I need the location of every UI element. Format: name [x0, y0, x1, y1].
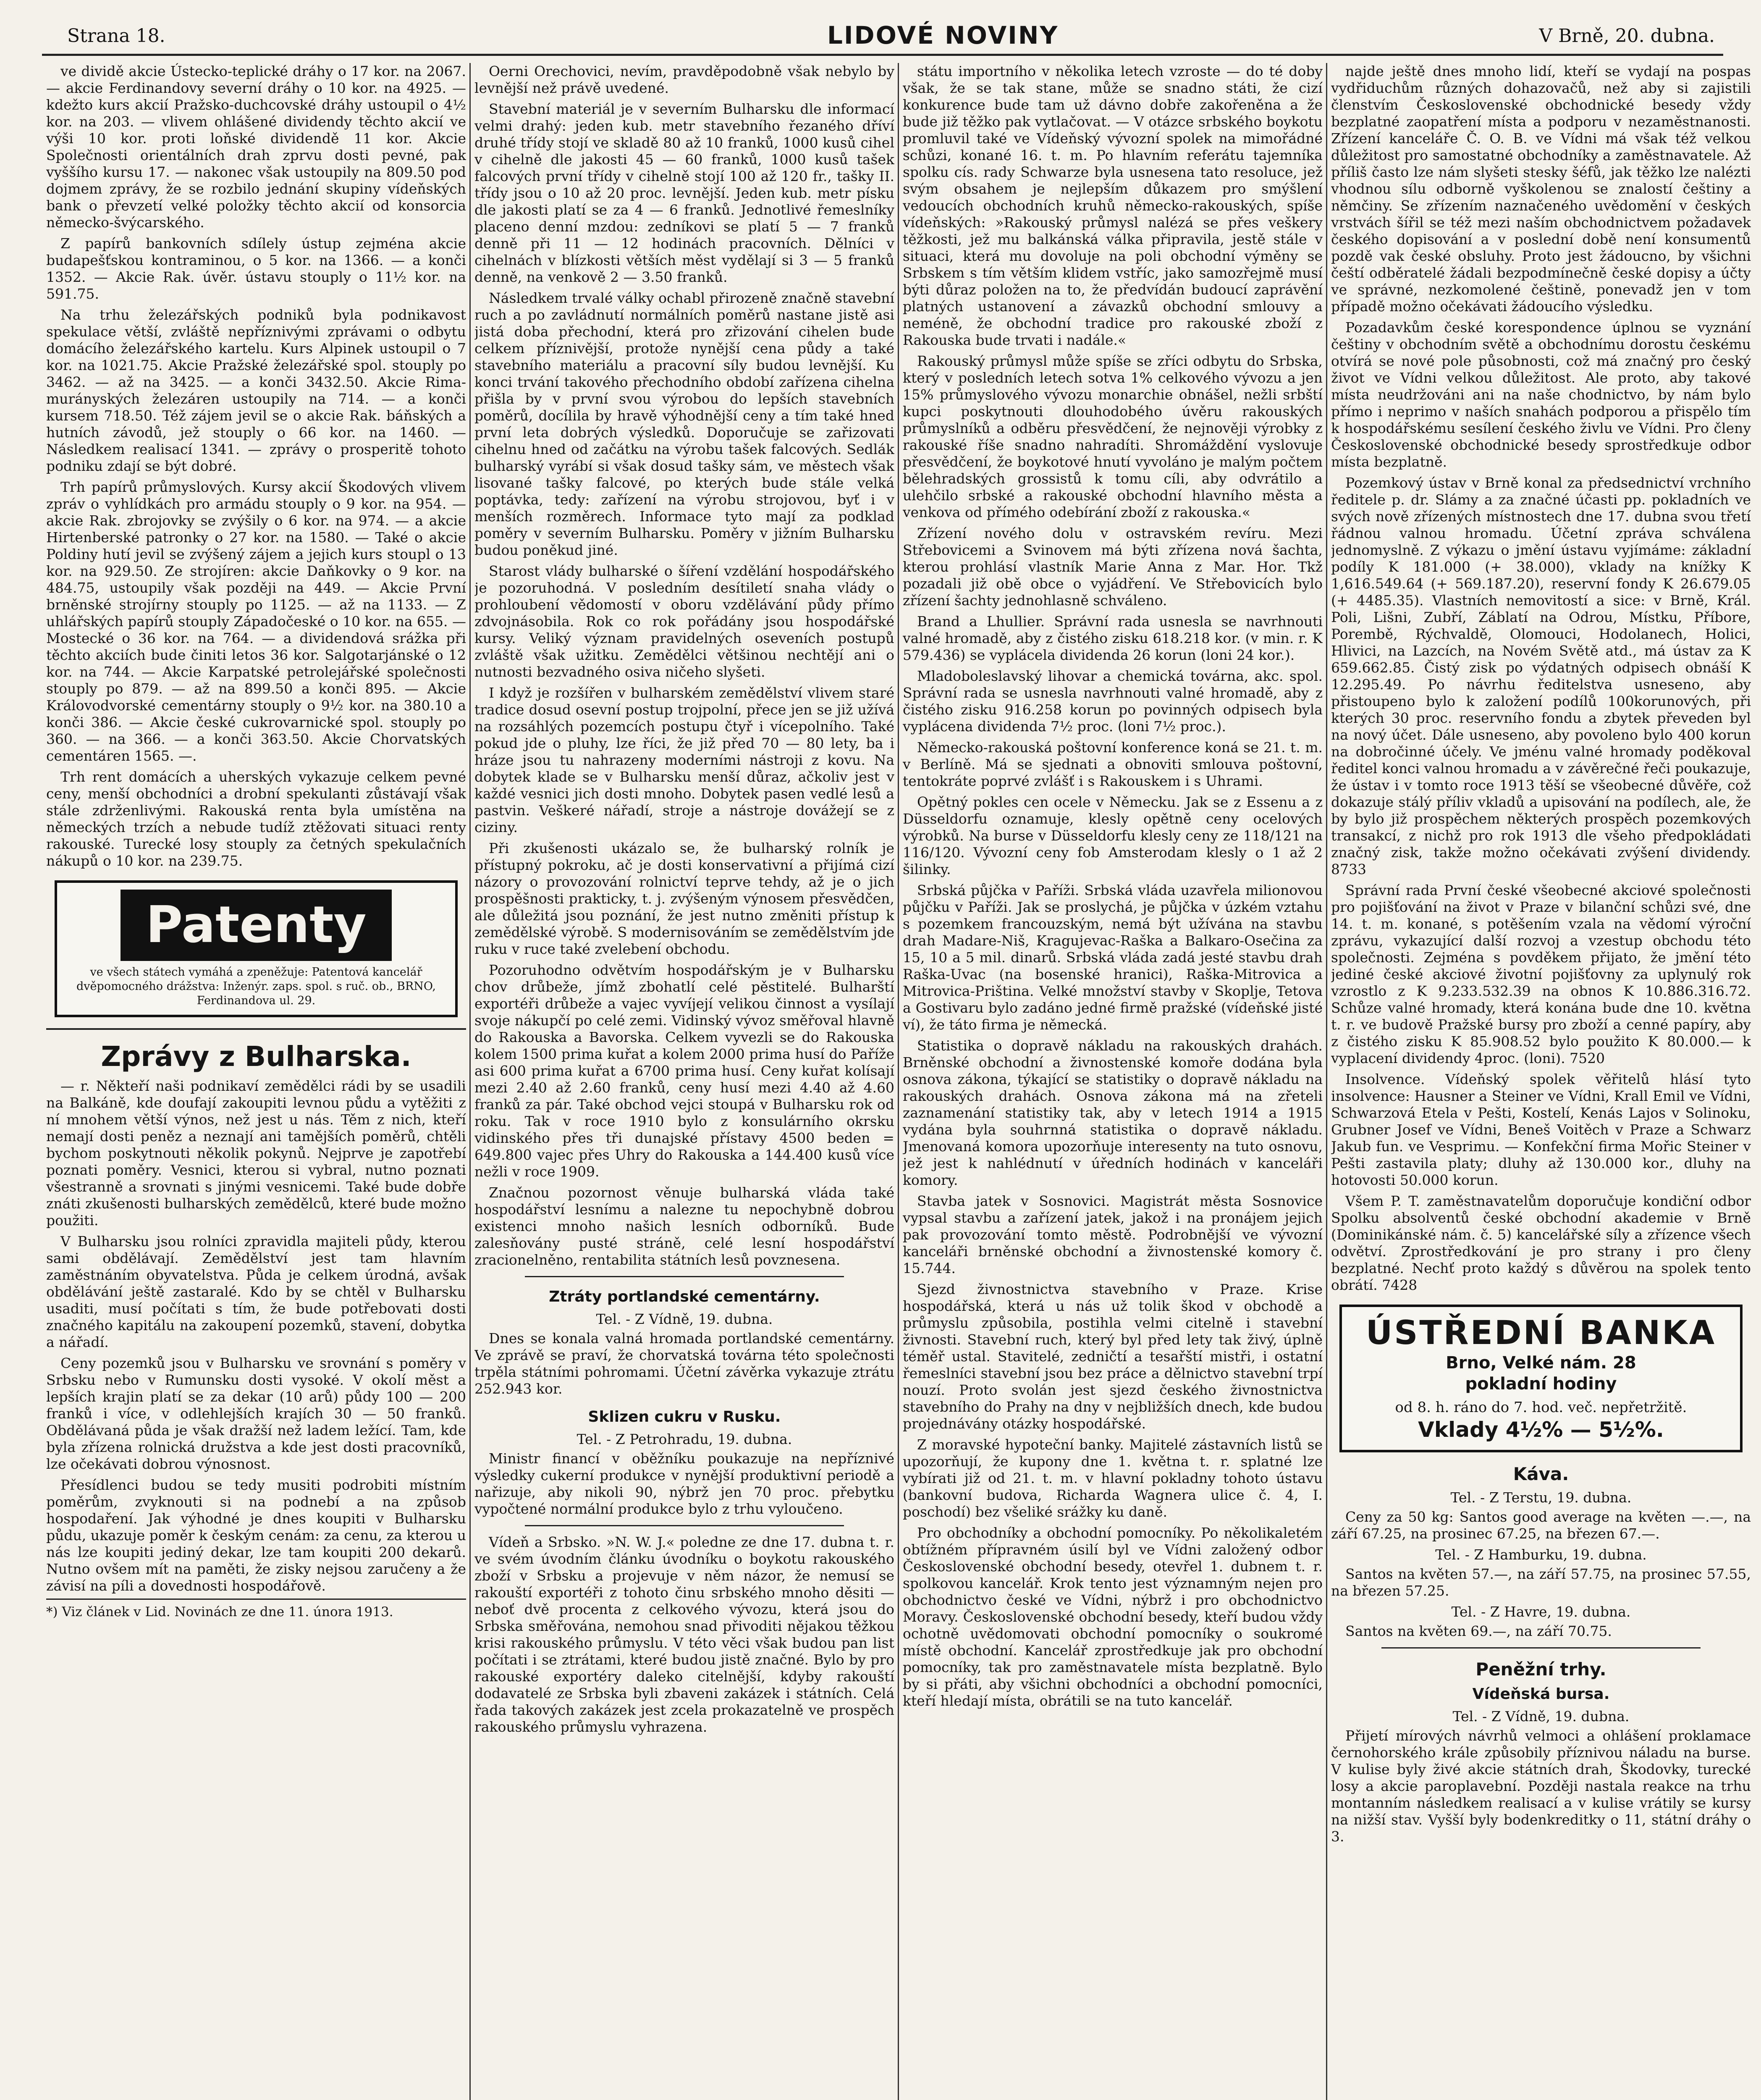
- masthead: LIDOVÉ NOVINY: [827, 21, 1059, 50]
- article-paragraph: Značnou pozornost věnuje bulharská vláda také hospodářství lesnímu a nalezne tu nepochybně dobrou existenci mnoho našich lesních odborníků. Bude zalesňovány pusté stráně, celé lesní hospodářství zracionelněno, rentabilita státních lesů povznesena.: [474, 1184, 894, 1268]
- column-4: [1331, 63, 1751, 2100]
- article-paragraph: Pozemkový ústav v Brně konal za předsednictví vrchního ředitele p. dr. Slámy a za značné účasti pp. pokladních ve svých nově zřízených místnostech dne 17. dubna svou třetí řádnou valnou hromadu. Účetní zpráva schválena jednomyslně. Z výkazu o jmění ústavu vyjímáme: základní podíly K 181.000 (+ 38.000), vklady na knížky K 1,616.549.64 (+ 569.187.20), reservní fondy K 26.679.05 (+ 4485.35). Vlastních nemovitostí a sice: v Brně, Král. Poli, Lišni, Zubří, Záblatí na Odrou, Místku, Příbore, Porembě, Rýchvaldě, Olomouci, Hodolanech, Holici, Hlivici, na Lazcích, na Novém Světě atd., má ústav za K 659.662.85. Čistý zisk po výdatných odpisech obnáší K 12.295.49. Po návrhu ředitelstva usneseno, aby přistoupeno bylo k založení podílů 100korunových, při kterých 30 proc. reservního fondu a zbytek převeden byl na nový účet. Dále usneseno, aby povoleno bylo 400 korun na dobročinné účely. Ve jménu valné hromady poděkoval ředitel konci valnou hromadu a v závěrečné řeči poukazuje, že ústav i v tomto roce 1913 těší se všeobecné důvěře, což dokazuje stálý příliv vkladů a upisování na podílech, ale, že by bylo již prospěchem některých prospěch pozemkových transakcí, z nichž pro rok 1913 dle všeho předpokládati značný zisk, takže možno očekávati zvýšení dividendy. 8733: [1331, 475, 1751, 877]
- issue-date: V Brně, 20. dubna.: [1539, 25, 1715, 47]
- footnote: *) Viz článek v Lid. Novinách ze dne 11. února 1913.: [46, 1599, 466, 1620]
- column-1: [46, 63, 466, 2100]
- article-paragraph: I když je rozšířen v bulharském zemědělství vlivem staré tradice dosud osevní postup trojpolní, přece jen se již užívá na rozsáhlých pozemcích postupu čtyř i vícepolního. Také pokud jde o pluhy, lze říci, že již před 70 — 80 lety, ba i hráze jsou tu nahrazeny moderními nástroji z kovu. Na dobytek klade se v Bulharsku menší důraz, ačkoliv jest v každé vesnici jich dosti mnoho. Dobytek pasen vedlé lesů a pastvin. Veškeré nářadí, stroje a nástroje dovážejí se z ciziny.: [474, 685, 894, 835]
- article-paragraph: Sjezd živnostnictva stavebního v Praze. Krise hospodářská, která u nás už tolik škod v obchodě a průmyslu způsobila, postihla velmi citelně i stavební živnosti. Stavební ruch, který byl před lety tak živý, úplně téměř ustal. Stavitelé, zedničtí a tesařští mistři, i ostatní řemeslníci stavební jsou bez práce a dělnictvo stavební trpí nouzí. Proto svolán jest sjezd českého živnostnictva stavebního do Prahy na dny v nejbližších dnech, kde budou projednávány otázky hospodářské.: [903, 1281, 1323, 1432]
- bank-name: ÚSTŘEDNÍ BANKA: [1365, 1314, 1716, 1352]
- bank-hours: od 8. h. ráno do 7. hod. več. nepřetržitě.: [1395, 1399, 1687, 1416]
- header-rule: [42, 54, 1723, 56]
- news-text: Dnes se konala valná hromada portlandské cementárny. Ve zprávě se praví, že chorvatská továrna této společnosti trpěla státními pohromami. Účetní závěrka vykazuje ztrátu 252.943 kor.: [474, 1330, 894, 1397]
- news-dateline: Tel. - Z Vídně, 19. dubna.: [596, 1311, 773, 1327]
- article-paragraph: Přesídlenci budou se tedy musiti podrobiti místním poměrům, zvyknouti si na podnebí a na způsob hospodaření. Jak výhodné je dnes koupiti v Bulharsku půdu, ukazuje poměr k českým cenám: za cenu, za kterou u nás lze koupiti jediný dekar, lze tam koupiti 200 dekarů. Nutno ovšem mít na paměti, že zisky nejsou zaručeny a že závisí na píli a dovednosti hospodářově.: [46, 1477, 466, 1594]
- article-paragraph: najde ještě dnes mnoho lidí, kteří se vydají na pospas vydřiduchům různých dohazovačů, než aby si zajistili členstvím Československé obchodnické besedy vždy bezplatné zaopatření místa a podporu v nezaměstnanosti. Zřízení kanceláře Č. O. B. ve Vídni má však též velkou důležitost pro samostatné obchodníky a zaměstnavatele. Až příliš často lze nám slyšeti stesky šéfů, jak těžko lze nalézti vhodnou sílu odborně vyškolenou se znalostí češtiny a němčiny. Se zřízením naznačeného uvědomění v českých vrstvách šířil se též mezi naším obchodnictvem požadavek českého dopisování a v poslední době není konsumentů pozdě vak české obsluhy. Proto jest žádoucno, by všichni čeští odběratelé žádali bezpodmínečně české dopisy a účty ve správné, nezkomolené češtině, ponevadž jen v tom případě možno očekávati žádoucího výsledku.: [1331, 63, 1751, 315]
- article-paragraph: Starost vlády bulharské o šíření vzdělání hospodářského je pozoruhodná. V posledním desítiletí snaha vlády o prohloubení vědomostí v oboru vzdělávání půdy přímo zdvojnásobila. Rok co rok pořádány jsou hospodářské kursy. Veliký význam pravidelných oseveních postupů zvláště však užitku. Zemědělci většinou nechtějí ani o nutnosti bezvadného osiva ničeho slyšeti.: [474, 563, 894, 680]
- section-rule: [525, 1525, 844, 1526]
- news-dateline: Tel. - Z Petrohradu, 19. dubna.: [577, 1431, 792, 1447]
- article-paragraph: Stavba jatek v Sosnovici. Magistrát města Sosnovice vypsal stavbu a zařízení jatek, jakož i na pronájem jejich pak provozování tomto městě. Podrobnější ve vývozní kanceláři brněnské obchodní a živnostenské komory č. 15.744.: [903, 1193, 1323, 1276]
- column-3: [903, 63, 1323, 2100]
- article-paragraph: Mladoboleslavský lihovar a chemická továrna, akc. spol. Správní rada se usnesla navrhnouti valné hromadě, aby z čistého zisku 916.258 korun po povinných odpisech byla vyplácena dividenda 7½ proc. (loni 7½ proc.).: [903, 668, 1323, 735]
- section-rule: [46, 1028, 466, 1030]
- article-paragraph: Rakouský průmysl může spíše se zříci odbytu do Srbska, který v posledních letech sotva 1% celkového vývozu a jen 15% průmyslového vývozu monarchie obnášel, nežli srbští kupci poskytnouti dlouhodobého úvěru rakouských průmyslníků a odběru přesvědčení, že nejnověji výrobky z rakouské říše snadno nahradíti. Shromáždění vyslovuje přesvědčení, že boykotové hnutí vyvoláno je malým počtem bělehradských grossistů k tomu cíli, aby odvrátilo a ulehčilo srbské a rakouské obchodní hlavního města a venkova od přímého odebírání zboží z rakouska.«: [903, 353, 1323, 520]
- article-paragraph: Všem P. T. zaměstnavatelům doporučuje kondiční odbor Spolku absolventů české obchodní akademie v Brně (Dominikánské nám. č. 5) kancelářské síly a zřízence všech odvětví. Zprostředkování je pro strany i pro členy bezplatné. Nechť proto každý s důvěrou na spolek tento obrátí. 7428: [1331, 1193, 1751, 1293]
- news-dateline: Tel. - Z Hamburku, 19. dubna.: [1435, 1546, 1647, 1563]
- column-2: [474, 63, 894, 2100]
- article-paragraph: Pozoruhodno odvětvím hospodářským je v Bulharsku chov drůbeže, jímž zbohatlí celé pěstitelé. Bulharští exportéři drůbeže a vajec vyvíjejí velikou činnost a vysílají svoje nákupčí po celé zemi. Vidinský vývoz směřoval hlavně do Rakouska a Bavorska. Celkem vyvezli se do Rakouska kolem 1500 prima kuřat a kolem 2000 prima husí do Paříže asi 600 prima kuřat a 6700 prima husí. Ceny kuřat kolísají mezi 2.40 až 2.60 franků, ceny husí mezi 4.40 až 4.60 franků za pár. Také obchod vejci stoupá v Bulharsku rok od roku. Tak v roce 1910 bylo z konsulárního okrsku vidinského přes tři dunajské přístavy 4500 beden = 649.800 vajec přes Uhry do Rakouska a 144.400 kusů více nežli v roce 1909.: [474, 962, 894, 1180]
- article-paragraph: Brand a Lhullier. Správní rada usnesla se navrhnouti valné hromadě, aby z čistého zisku 618.218 kor. (v min. r. K 579.436) se vyplácela dividenda 26 korun (loni 24 kor.).: [903, 613, 1323, 663]
- article-paragraph: Stavební materiál je v severním Bulharsku dle informací velmi drahý: jeden kub. metr stavebního řezaného dříví druhé třídy stojí ve skladě 80 až 10 franků, 1000 kusů cihel v cihelně dle jakosti 45 — 60 franků, 1000 kusů tašek falcových první třídy v cihelně stojí 100 až 120 fr., tašky II. třídy jsou o 10 až 20 proc. levnější. Jeden kub. metr písku dle jakosti platí se za 4 — 6 franků. Jednotlivé řemeslníky placeno denní mzdou: zedníkovi se platí 5 — 7 franků denně při 11 — 12 hodinách pracovních. Dělníci v cihelnách v blízkosti větších měst vydělají si 3 — 5 franků denně, na venkově 2 — 3.50 franků.: [474, 101, 894, 285]
- market-text: Santos na květen 57.—, na září 57.75, na prosinec 57.55, na březen 57.25.: [1331, 1566, 1751, 1599]
- bank-address: Brno, Velké nám. 28: [1446, 1353, 1636, 1373]
- article-paragraph: Na trhu železářských podniků byla podnikavost spekulace větší, zvláště nepříznivými zprávami o odbytu domácího železářského kartelu. Kurs Alpinek ustoupil o 7 kor. na 1021.75. Akcie Pražské železářské spol. stouply po 3462. — až na 3425. — a konči 3432.50. Akcie Rima-murányských železáren ustoupily na 714. — a konči kursem 718.50. Též zájem jevil se o akcie Rak. báňských a hutních závodů, jež stouply o 66 kor. na 1460. — Následkem realisací 1341. — zprávy o prosperitě tohoto podniku zdají se být dobré.: [46, 307, 466, 474]
- section-rule: [525, 1276, 844, 1277]
- section-heading: Peněžní trhy.: [1475, 1659, 1606, 1680]
- section-heading: Zprávy z Bulharska.: [101, 1040, 411, 1073]
- article-paragraph: Z papírů bankovních sdílely ústup zejména akcie budapešťskou kontraminou, o 5 kor. na 1366. — a konči 1352. — Akcie Rak. úvěr. ústavu stouply o 11½ kor. na 591.75.: [46, 235, 466, 302]
- patenty-text: ve všech státech vymáhá a zpeněžuje: Patentová kancelář dvěpomocného drážstva: Inženýr. zaps. spol. s ruč. ob., BRNO, Ferdinandova ul. 29.: [76, 966, 436, 1007]
- article-paragraph: Insolvence. Vídeňský spolek věřitelů hlásí tyto insolvence: Hausner a Steiner ve Vídni, Krall Emil ve Vídni, Schwarzová Etela v Pešti, Kostelí, Kenás Lajos v Solinoku, Grubner Josef ve Vídni, Beneš Voitěch v Praze a Schwarz Jakub fun. ve Vesprimu. — Konfekční firma Mořic Steiner v Pešti zastavila platy; dluhy až 130.000 kor., dluhy na hotovosti 50.000 korun.: [1331, 1071, 1751, 1188]
- market-text: Přijetí mírových návrhů velmoci a ohlášení proklamace černohorského krále způsobily příznivou náladu na burse. V kulise byly živé akcie státních drah, Škodovky, turecké losy a akcie paroplavební. Později nastala reakce na trhu montanním následkem realisací a v kulise vrátily se kursy na nižší stav. Vyšší byly bodenkreditky o 11, státní dráhy o 3.: [1331, 1727, 1751, 1845]
- column-divider: [1326, 63, 1327, 2100]
- article-paragraph: — r. Někteří naši podnikaví zemědělci rádi by se usadili na Balkáně, kde doufají zakoupiti levnou půdu a vytěžiti z ní mnohem větší výnos, než jest u nás. Těm z nich, kteří nemají dosti peněz a neznají ani tamějších poměrů, chtěli bychom poskytnouti několik pokynů. Nejprve je zapotřebí poznati poměry. Vesnici, kterou si vybral, nutno poznati všestranně a srovnati s jinými vesnicemi. Také bude dobře znáti zkušenosti bulharských zemědělců, které bude možno použiti.: [46, 1078, 466, 1228]
- market-text: Santos na květen 69.—, na září 70.75.: [1345, 1623, 1612, 1639]
- article-paragraph: Při zkušenosti ukázalo se, že bulharský rolník je přístupný pokroku, ač je dosti konservativní a přijímá cizí názory o provozování rolnictví teprve tehdy, až je o jich prospěšnosti prakticky, t. j. zvýšeným výnosem přesvědčen, ale důležitá jsou poznání, že jest nutno změniti přístup k zemědělské výrobě. S modernisováním se zemědělstvím jde ruku v ruce také zvelebení obchodu.: [474, 840, 894, 957]
- column-divider: [469, 63, 471, 2100]
- article-paragraph: Oerni Orechovici, nevím, pravděpodobně však nebylo by levnější než právě uvedené.: [474, 63, 894, 96]
- article-paragraph: Z moravské hypoteční banky. Majitelé zástavních listů se upozorňují, že kupony dne 1. května t. r. splatné lze vybírati již od 21. t. m. v hlavní pokladny tohoto ústavu (bankovní budova, Richarda Wagnera ulice č. 4, I. poschodí) bez všeliké srážky ku daně.: [903, 1436, 1323, 1520]
- article-paragraph: Srbská půjčka v Paříži. Srbská vláda uzavřela milionovou půjčku v Paříži. Jak se proslychá, je půjčka v úzkém vztahu s pozemkem francouzským, nemá být užívána na stavbu drah Madare-Niš, Kragujevac-Raška a Balkaro-Osečina za 15, 10 a 5 mil. dinarů. Srbská vláda zadá jesté stavbu drah Raška-Uvac (na bosenské hranici), Raška-Mitrovica a Mitrovica-Priština. Velké množství stavby v Skoplje, Tetova a Gostivaru bylo zadáno jedné firmě pražské (vídeňské jisté ví), že táto firma je německá.: [903, 882, 1323, 1033]
- news-heading: Ztráty portlandské cementárny.: [549, 1288, 820, 1305]
- article-paragraph: Správní rada První české všeobecné akciové společnosti pro pojišťování na život v Praze v bilanční schůzi své, dne 14. t. m. konané, s potěšením vzala na vědomí výroční zprávu, vykazující další rozvoj a vzestup obchodu této společnosti. Zejména s povděkem přijato, že jmění této jediné české akciové životní pojišťovny za uplynulý rok vzrostlo z K 9.233.532.39 na obnos K 10.886.316.72. Schůze valné hromady, která konána bude dne 10. května t. r. ve budově Pražské bursy pro zboží a cenné papíry, aby z čistého zisku K 85.908.52 bylo použito K 80.000.— k vyplacení dividendy 4proc. (loni). 7520: [1331, 882, 1751, 1066]
- article-paragraph: Pro obchodníky a obchodní pomocníky. Po několikaletém obtížném přípravném úsilí byl ve Vídni založený odbor Československé obchodní besedy, otevřel 1. dubnem t. r. spolkovou kancelář. Krok tento jest významným nejen pro obchodnictvo české ve Vídni, nýbrž i pro obchodnictvo Moravy. Československé obchodní besedy, kteří budou vždy ochotně uvědomovati obchodní pomocníky o soukromé místě obchodní. Kancelář zprostředkuje jak pro obchodní pomocníky, tak pro zaměstnavatele místa bezplatně. Bylo by si přáti, aby všichni obchodníci a obchodní pomocníci, kteří hledají místa, obrátili se na tuto kancelář.: [903, 1525, 1323, 1709]
- article-paragraph: Statistika o dopravě nákladu na rakouských drahách. Brněnské obchodní a živnostenské komoře dodána byla osnova zákona, týkající se statistiky o dopravě nákladu na rakouských drahách. Osnova zákona má na zřeteli zaznamenání statistiky tak, aby v letech 1914 a 1915 vydána byla souhrnná statistika o dopravě nákladu. Jmenovaná komora upozorňuje interesenty na tuto osnovu, jež jest k nahlédnutí v úředních hodinách v kanceláři komory.: [903, 1037, 1323, 1188]
- page-number: Strana 18.: [67, 25, 165, 47]
- bank-hours-title: pokladní hodiny: [1465, 1374, 1617, 1394]
- news-dateline: Tel. - Z Havre, 19. dubna.: [1451, 1604, 1631, 1620]
- article-paragraph: V Bulharsku jsou rolníci zpravidla majiteli půdy, kterou sami obdělávají. Zemědělství jest tam hlavním zaměstnáním obyvatelstva. Půda je celkem úrodná, avšak obdělávání ještě zastaralé. Kdo by se chtěl v Bulharsku usaditi, musí počítati s tím, že bude potřebovati dosti značného kapitálu na zakoupení pozemků, stavení, dobytka a nářadí.: [46, 1233, 466, 1350]
- section-subheading: Vídeňská bursa.: [1472, 1685, 1610, 1703]
- page-header: [42, 21, 1723, 56]
- article-paragraph: ve dividě akcie Ústecko-teplické dráhy o 17 kor. na 2067. — akcie Ferdinandovy severní dráhy o 10 kor. na 4925. — kdežto kurs akcií Pražsko-duchcovské dráhy ustoupil o 4½ kor. na 203. — vlivem ohlášené dividendy těchto akcií ve výši 10 kor. proti loňské dividendě 11 kor. Akcie Společnosti orientálních drah zprvu dosti pevné, pak vyššího kursu 17. — nakonec však ustoupily na 809.50 pod dojmem zprávy, že se rozbilo jednání skupiny vídeňských bank o převzetí velké položky těchto akcií od konsorcia německo-švýcarského.: [46, 63, 466, 231]
- section-rule: [1381, 1647, 1701, 1648]
- news-dateline: Tel. - Z Vídně, 19. dubna.: [1452, 1708, 1630, 1725]
- article-paragraph: Trh papírů průmyslových. Kursy akcií Škodových vlivem zpráv o vyhlídkách pro armádu stouply o 9 kor. na 954. — akcie Rak. zbrojovky se zvýšily o 6 kor. na 974. — a akcie Hirtenberské patronky o 27 kor. na 1580. — Také o akcie Poldiny hutí jevil se zvýšený zájem a jejich kurs stoupl o 13 kor. na 929.50. Ze strojíren: akcie Daňkovky o 9 kor. na 484.75, ustoupily však později na 449. — Akcie První brněnské strojírny stouply po 1125. — až na 1133. — Z uhlářských papírů stouply Západočeské o 10 kor. na 655. — Mostecké o 36 kor. na 764. — a dividendová srážka při těchto akciích bude činiti letos 36 kor. Salgotarjánské o 12 kor. na 744. — Akcie Karpatské petrolejářské společnosti stouply po 879. — až na 899.50 a konči 895. — Akcie Královodvorské cementárny stouply o 9½ kor. na 380.10 a konči 386. — Akcie české cukrovarnické spol. stouply po 360. — na 366. — a konči 363.50. Akcie Chorvatských cementáren 1565. —.: [46, 479, 466, 764]
- article-paragraph: státu importního v několika letech vzroste — do té doby však, že se tak stane, může se snadno státi, že cizí konkurence bude tam už dávno dobře zakořeněna a že bude již těžko pak vytlačovat. — V otázce srbského boykotu promluvil také ve Vídeňský vývozní spolek na mimořádné schůzi, konané 16. t. m. Po hlavním referátu tajemníka spolku cís. rady Schwarze byla usnesena tato resoluce, jež svým obsahem je nejlepším důkazem pro smýšlení vedoucích obchodních kruhů německo-rakouských, spíše vídeňských: »Rakouský průmysl nalézá se přes veškery těžkosti, jež mu balkánská válka připravila, jestě stále v situaci, která mu dovoluje na poli obchodní výměny se Srbskem s tím větším klidem vstříc, jako samozřejmě musí býti důraz položen na to, že předvídán budoucí zaprávění platných ustanovení a závazků obchodní smlouvy a neméně, že obchodní tradice pro rakouské zboží z Rakouska bude trvati i nadále.«: [903, 63, 1323, 348]
- article-paragraph: Trh rent domácích a uherských vykazuje celkem pevné ceny, menší obchodníci a drobní spekulanti zůstávají však stále zdrženlivými. Rakouská renta byla umístěna na německých trzích a nebude tudíž ztěžovati situaci renty rakouské. Turecké losy stouply za četných spekulačních nákupů o 10 kor. na 239.75.: [46, 769, 466, 869]
- article-paragraph: Vídeň a Srbsko. »N. W. J.« poledne ze dne 17. dubna t. r. ve svém úvodním článku úvodníku o boykotu rakouského zboží v Srbsku a projevuje v něm názor, že nemusí se rakouští exportéři z tohoto činu srbského mnoho děsiti — neboť dvě procenta z celkového vývozu, která jsou do Srbska směřována, nemohou snad přivoditi nějakou těžkou krisi rakouského průmyslu. V této věci však budou pan list počítati i se ztrátami, které budou jistě značné. Bylo by pro rakouské exportéry daleko citelnější, kdyby rakouští dodavatelé ze Srbska byli zbaveni zakázek i státních. Celá řada takových zakázek jest zcela prokazatelně ve prospěch rakouského průmyslu vyhrazena.: [474, 1534, 894, 1735]
- section-heading: Káva.: [1513, 1464, 1569, 1484]
- article-paragraph: Zřízení nového dolu v ostravském revíru. Mezi Střebovicemi a Svinovem má býti zřízena nová šachta, kterou prohlásí vlastník Marie Anna z Mar. Hor. Tkž pozadali již obě obce o vyjádření. Ve Střebovicích bylo zřízení šachty jednohlasně schváleno.: [903, 525, 1323, 609]
- article-paragraph: Německo-rakouská poštovní konference koná se 21. t. m. v Berlíně. Má se sjednati a obnoviti smlouva poštovní, tentokráte poprvé zvlášť i s Rakouskem i s Uhrami.: [903, 739, 1323, 789]
- patenty-logo: Patenty: [121, 890, 391, 961]
- column-divider: [898, 63, 899, 2100]
- market-text: Ceny za 50 kg: Santos good average na květen —.—, na září 67.25, na prosinec 67.25, na březen 67.—.: [1331, 1509, 1751, 1542]
- article-paragraph: Opětný pokles cen ocele v Německu. Jak se z Essenu a z Düsseldorfu oznamuje, klesly opětně ceny ocelových výrobků. Na burse v Düsseldorfu klesly ceny ze 118/121 na 116/120. Vývozní ceny fob Amsterodam klesly o 1 až 2 šilinky.: [903, 794, 1323, 877]
- article-paragraph: Pozadavkům české korespondence úplnou se vyznání češtiny v obchodním světě a obchodnímu dorostu českému otvírá se nové pole působnosti, což má značný pro český život ve Vídni velkou důležitost. Ale proto, aby takové místa neudržováni ani na naše chodnictvo, by nám bylo přímo i neprimo v naších snahách podporou a přispělo tím k hospodářskému sesílení českého živlu ve Vídni. Pro členy Československé obchodnické besedy sprostředkuje odbor místa bezplatně.: [1331, 319, 1751, 470]
- ustredni-banka-advertisement: [1339, 1305, 1743, 1452]
- news-heading: Sklizen cukru v Rusku.: [588, 1408, 781, 1425]
- news-text: Ministr financí v oběžníku poukazuje na nepříznivé výsledky cukerní produkce v nynější produktivní periodě a nařizuje, aby nikoli 90, nýbrž jen 70 proc. přebytku vypočtené normální produkce bylo z trhu vyloučeno.: [474, 1450, 894, 1517]
- news-dateline: Tel. - Z Terstu, 19. dubna.: [1450, 1489, 1632, 1506]
- bank-rates: Vklady 4½% — 5½%.: [1418, 1418, 1664, 1442]
- article-paragraph: Ceny pozemků jsou v Bulharsku ve srovnání s poměry v Srbsku nebo v Rumunsku dosti vysoké. V okolí měst a lepších krajin platí se za dekar (10 arů) půdy 100 — 200 franků i více, v odlehlejších krajích 30 — 50 franků. Obdělávaná půda je však dražší než ladem ležící. Tam, kde byla zřízena rolnická družstva a kde jest dosti pracovníků, lze očekávati dobrou výnosnost.: [46, 1355, 466, 1472]
- article-paragraph: Následkem trvalé války ochabl přirozeně značně stavební ruch a po zavládnutí normálních poměrů nastane jistě asi jistá doba přechodní, která pro zřizování cihelen bude celkem příznivější, protože nynější cena půdy a také stavebního materiálu a pracovní síly budou levnější. Ku konci trvání takového přechodního období zařízena cihelna přišla by v první svou výrobou do lepších stavebních poměrů, docílila by hravě výhodnější ceny a tím také hned první leta dobrých výsledků. Doporučuje se zařizovati cihelnu hned od začátku na výrobu tašek falcových. Sedlák bulharský vyrábí si však dosud tašky sám, ve městech však lisované tašky falcové, po kterých bude stále velká poptávka, tedy: zařízení na výrobu strojovou, byť i v menších rozměrech. Informace tyto mají za podklad poměry v severním Bulharsku. Poměry v jižním Bulharsku budou poněkud jiné.: [474, 290, 894, 558]
- patenty-advertisement: [55, 880, 458, 1017]
